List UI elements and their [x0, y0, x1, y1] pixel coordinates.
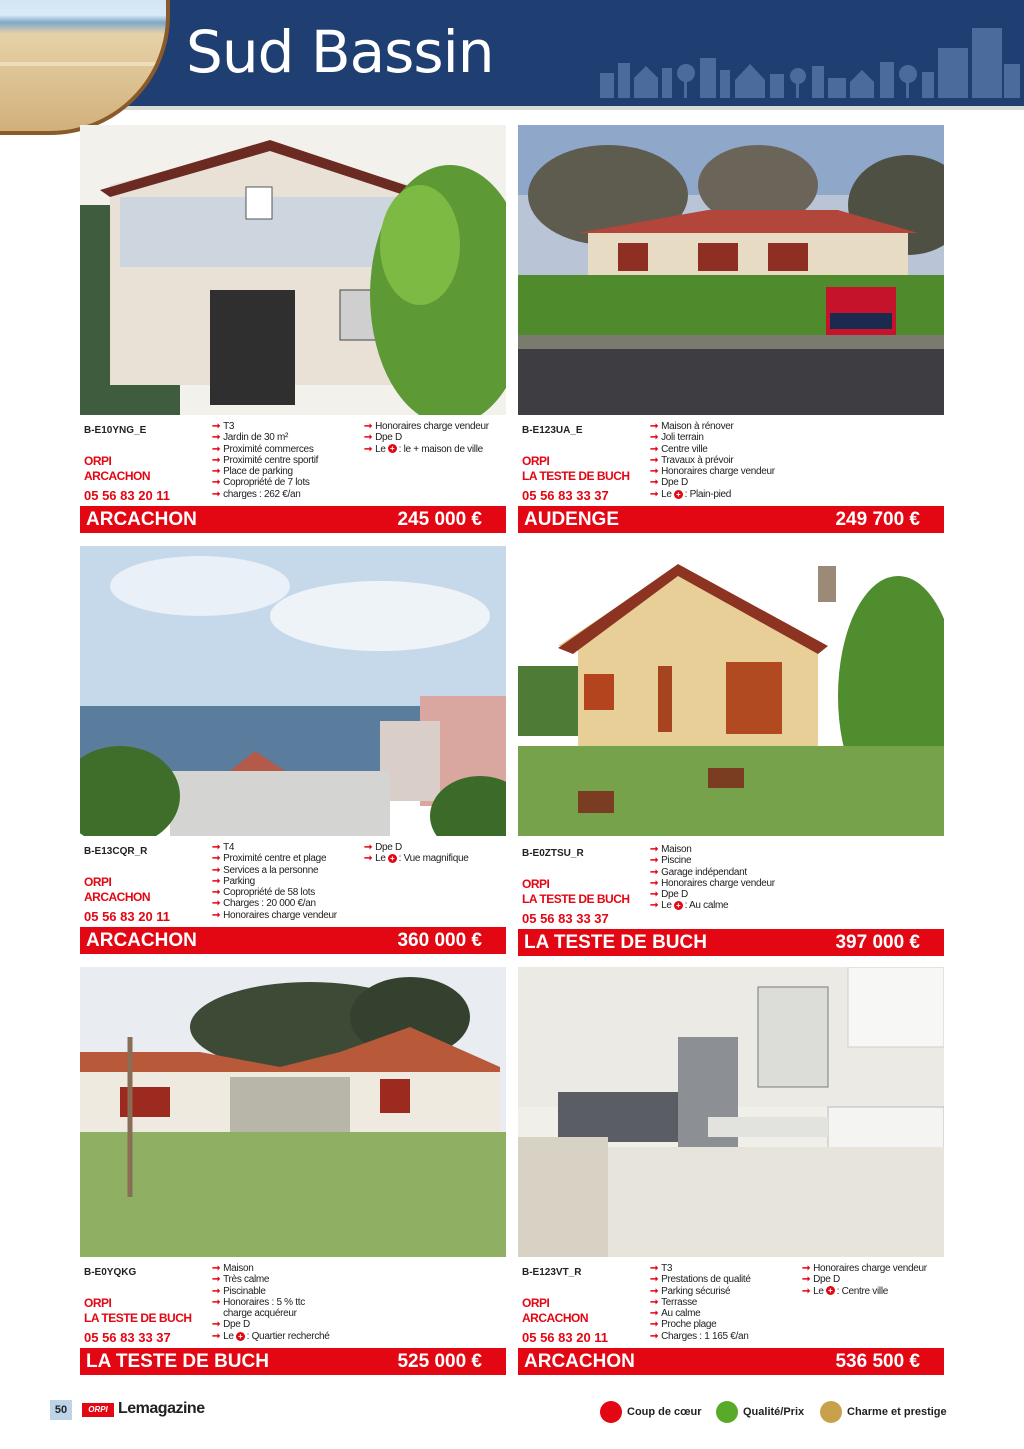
plus-icon: +: [826, 1286, 835, 1295]
listing-price: 536 500 €: [835, 1351, 920, 1372]
list-item: ➞ Le + : Au calme: [650, 900, 729, 912]
list-item: ➞ Honoraires charge vendeur: [650, 466, 775, 478]
listing-city: AUDENGE: [524, 509, 620, 530]
listing-price: 249 700 €: [835, 509, 920, 530]
agency-name: ORPI ARCACHON: [84, 875, 150, 904]
plus-icon: +: [388, 854, 397, 863]
agency-phone[interactable]: 05 56 83 33 37: [84, 1330, 171, 1345]
list-item: ➞ Place de parking: [212, 466, 293, 478]
list-item: ➞ Proximité commerces: [212, 443, 314, 455]
list-item: ➞ Piscinable: [212, 1285, 266, 1297]
listing-city: LA TESTE DE BUCH: [524, 932, 707, 953]
listing-card[interactable]: [518, 125, 944, 535]
agency-phone[interactable]: 05 56 83 20 11: [522, 1330, 609, 1345]
list-item: ➞ T4: [212, 842, 235, 853]
list-item: ➞ Charges : 20 000 €/an: [212, 898, 316, 910]
agency-name: ORPI LA TESTE DE BUCH: [522, 454, 630, 483]
list-item: ➞ Dpe D: [364, 842, 402, 853]
agency-phone[interactable]: 05 56 83 20 11: [84, 488, 171, 503]
property-photo: [518, 546, 944, 836]
listing-city: ARCACHON: [86, 509, 197, 530]
list-item: ➞ Proximité centre sportif: [212, 454, 319, 466]
agency-phone[interactable]: 05 56 83 33 37: [522, 911, 609, 926]
magazine-name: Lemagazine: [118, 1400, 205, 1417]
list-item: ➞ Copropriété de 7 lots: [212, 477, 310, 489]
orpi-logo: ORPI: [82, 1403, 114, 1417]
listing-card[interactable]: [518, 546, 944, 956]
agency-phone[interactable]: 05 56 83 33 37: [522, 488, 609, 503]
list-item: ➞ Au calme: [650, 1308, 701, 1320]
list-item: ➞ Dpe D: [364, 432, 402, 444]
listing-price: 397 000 €: [835, 932, 920, 953]
skyline-illustration: [600, 18, 1020, 98]
list-item: ➞ Honoraires charge vendeur: [802, 1263, 927, 1274]
list-item: ➞ Honoraires : 5 % ttc: [212, 1296, 305, 1308]
price-bar: [518, 506, 944, 533]
list-item: ➞ Maison: [650, 844, 692, 855]
feature-list: [364, 421, 489, 455]
plus-icon: +: [674, 490, 683, 499]
property-photo: [518, 967, 944, 1257]
listing-card[interactable]: [80, 125, 506, 535]
feature-list: [212, 1263, 330, 1342]
beach-photo: [0, 0, 170, 135]
agency-name: ORPI LA TESTE DE BUCH: [522, 877, 630, 906]
property-photo: [518, 125, 944, 415]
list-item: ➞ charges : 262 €/an: [212, 488, 301, 500]
list-item: ➞ Prestations de qualité: [650, 1274, 751, 1286]
listing-ref: B-E10YNG_E: [84, 425, 147, 436]
list-item: ➞ Garage indépendant: [650, 866, 747, 878]
list-item: ➞ Maison: [212, 1263, 254, 1274]
list-item: ➞ Dpe D: [650, 477, 688, 489]
prestige-icon: [820, 1401, 842, 1423]
list-item: ➞ Le + : Plain-pied: [650, 488, 732, 500]
price-bar: [80, 1348, 506, 1375]
list-item: ➞ Parking sécurisé: [650, 1285, 731, 1297]
list-item: ➞ Le + : Centre ville: [802, 1285, 889, 1297]
agency-phone[interactable]: 05 56 83 20 11: [84, 909, 171, 924]
list-item: ➞ Services a la personne: [212, 864, 319, 876]
feature-list: [650, 421, 775, 500]
list-item: ➞ Le + : le + maison de ville: [364, 443, 483, 455]
list-item: charge acquéreur: [223, 1308, 297, 1320]
page-footer: 50 ORPI Lemagazine Coup de cœur Qualité/Prix Charme et prestige: [0, 1395, 1024, 1435]
price-bar: [518, 1348, 944, 1375]
feature-list: [650, 1263, 751, 1342]
page-number: 50: [50, 1400, 72, 1420]
listing-card[interactable]: [80, 967, 506, 1377]
listing-ref: B-E123UA_E: [522, 425, 583, 436]
list-item: ➞ Dpe D: [212, 1319, 250, 1331]
listing-ref: B-E0YQKG: [84, 1267, 137, 1278]
page-header: [0, 0, 1024, 118]
list-item: ➞ Maison à rénover: [650, 421, 734, 432]
list-item: ➞ Proximité centre et plage: [212, 853, 327, 865]
feature-list: [802, 1263, 927, 1297]
feature-list: [212, 421, 318, 500]
list-item: ➞ Très calme: [212, 1274, 270, 1286]
list-item: ➞ T3: [650, 1263, 673, 1274]
feature-list: [364, 842, 469, 865]
list-item: ➞ Le + : Vue magnifique: [364, 853, 469, 865]
listing-card[interactable]: [518, 967, 944, 1377]
page-title: Sud Bassin: [186, 18, 494, 86]
list-item: ➞ T3: [212, 421, 235, 432]
list-item: ➞ Jardin de 30 m²: [212, 432, 289, 444]
price-bar: [80, 506, 506, 533]
plus-icon: +: [236, 1332, 245, 1341]
listing-card[interactable]: [80, 546, 506, 956]
listing-price: 360 000 €: [397, 930, 482, 951]
list-item: ➞ Charges : 1 165 €/an: [650, 1330, 749, 1342]
quality-price-icon: [716, 1401, 738, 1423]
feature-list: [212, 842, 337, 921]
listing-city: ARCACHON: [86, 930, 197, 951]
feature-list: [650, 844, 775, 912]
agency-name: ORPI LA TESTE DE BUCH: [84, 1296, 192, 1325]
listing-price: 245 000 €: [397, 509, 482, 530]
agency-name: ORPI ARCACHON: [522, 1296, 588, 1325]
listing-ref: B-E13CQR_R: [84, 846, 148, 857]
list-item: ➞ Honoraires charge vendeur: [212, 909, 337, 921]
list-item: ➞ Terrasse: [650, 1296, 698, 1308]
listing-price: 525 000 €: [397, 1351, 482, 1372]
property-photo: [80, 125, 506, 415]
list-item: ➞ Parking: [212, 875, 255, 887]
plus-icon: +: [674, 901, 683, 910]
agency-name: ORPI ARCACHON: [84, 454, 150, 483]
list-item: ➞ Copropriété de 58 lots: [212, 887, 315, 899]
list-item: ➞ Piscine: [650, 855, 692, 867]
list-item: ➞ Joli terrain: [650, 432, 704, 444]
plus-icon: +: [388, 444, 397, 453]
listing-ref: B-E0ZTSU_R: [522, 848, 584, 859]
property-photo: [80, 546, 506, 836]
list-item: ➞ Travaux à prévoir: [650, 454, 734, 466]
price-bar: [518, 929, 944, 956]
list-item: ➞ Le + : Quartier recherché: [212, 1330, 330, 1342]
list-item: ➞ Honoraires charge vendeur: [364, 421, 489, 432]
property-photo: [80, 967, 506, 1257]
list-item: ➞ Honoraires charge vendeur: [650, 877, 775, 889]
list-item: ➞ Dpe D: [650, 889, 688, 901]
listing-city: LA TESTE DE BUCH: [86, 1351, 269, 1372]
list-item: ➞ Proche plage: [650, 1319, 717, 1331]
listing-ref: B-E123VT_R: [522, 1267, 582, 1278]
listing-city: ARCACHON: [524, 1351, 635, 1372]
heart-house-icon: [600, 1401, 622, 1423]
list-item: ➞ Dpe D: [802, 1274, 840, 1286]
price-bar: [80, 927, 506, 954]
list-item: ➞ Centre ville: [650, 443, 708, 455]
